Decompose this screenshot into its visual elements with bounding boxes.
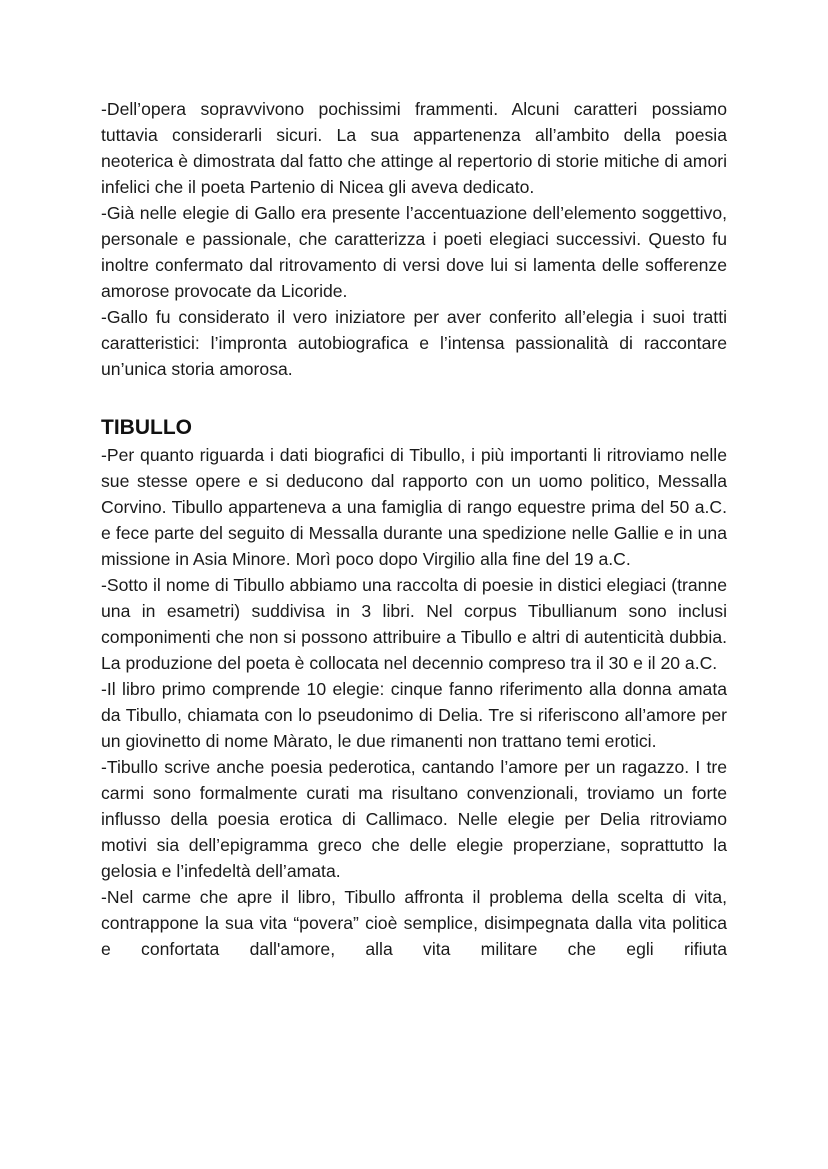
gallo-paragraph-2: -Già nelle elegie di Gallo era presente l’accentuazione dell’elemento soggettivo, personale e passionale, che caratterizza i poeti elegiaci successivi. Questo fu inoltre confermato dal ritrovamento di versi dove lui si lamenta delle sofferenze amorose provocate da Licoride. <box>101 203 727 301</box>
tibullo-paragraph-3: -Il libro primo comprende 10 elegie: cinque fanno riferimento alla donna amata da Tibullo, chiamata con lo pseudonimo di Delia. Tre si riferiscono all’amore per un giovinetto di nome Màrato, le due rimanenti non trattano temi erotici. <box>101 679 727 751</box>
tibullo-paragraph-5: -Nel carme che apre il libro, Tibullo affronta il problema della scelta di vita, contrappone la sua vita “povera” cioè semplice, disimpegnata dalla vita politica e confortata dall'amore, alla vita militare che egli rifiuta <box>101 887 727 959</box>
section-heading-tibullo: TIBULLO <box>101 416 192 439</box>
gallo-paragraph-1: -Dell’opera sopravvivono pochissimi frammenti. Alcuni caratteri possiamo tuttavia considerarli sicuri. La sua appartenenza all’ambito della poesia neoterica è dimostrata dal fatto che attinge al repertorio di storie mitiche di amori infelici che il poeta Partenio di Nicea gli aveva dedicato. <box>101 99 727 197</box>
tibullo-paragraph-2: -Sotto il nome di Tibullo abbiamo una raccolta di poesie in distici elegiaci (tranne una in esametri) suddivisa in 3 libri. Nel corpus Tibullianum sono inclusi componimenti che non si possono attribuire a Tibullo e altri di autenticità dubbia. La produzione del poeta è collocata nel decennio compreso tra il 30 e il 20 a.C. <box>101 575 727 673</box>
document-page <box>101 96 727 962</box>
gallo-paragraph-3: -Gallo fu considerato il vero iniziatore per aver conferito all’elegia i suoi tratti caratteristici: l’impronta autobiografica e l’intensa passionalità di raccontare un’unica storia amorosa. <box>101 307 727 379</box>
tibullo-paragraph-4: -Tibullo scrive anche poesia pederotica, cantando l’amore per un ragazzo. I tre carmi sono formalmente curati ma risultano convenzionali, troviamo un forte influsso della poesia erotica di Callimaco. Nelle elegie per Delia ritroviamo motivi sia dell’epigramma greco che delle elegie properziane, soprattutto la gelosia e l’infedeltà dell’amata. <box>101 757 727 881</box>
tibullo-paragraph-1: -Per quanto riguarda i dati biografici di Tibullo, i più importanti li ritroviamo nelle sue stesse opere e si deducono dal rapporto con un uomo politico, Messalla Corvino. Tibullo apparteneva a una famiglia di rango equestre prima del 50 a.C. e fece parte del seguito di Messalla durante una spedizione nelle Gallie e in una missione in Asia Minore. Morì poco dopo Virgilio alla fine del 19 a.C. <box>101 445 727 569</box>
